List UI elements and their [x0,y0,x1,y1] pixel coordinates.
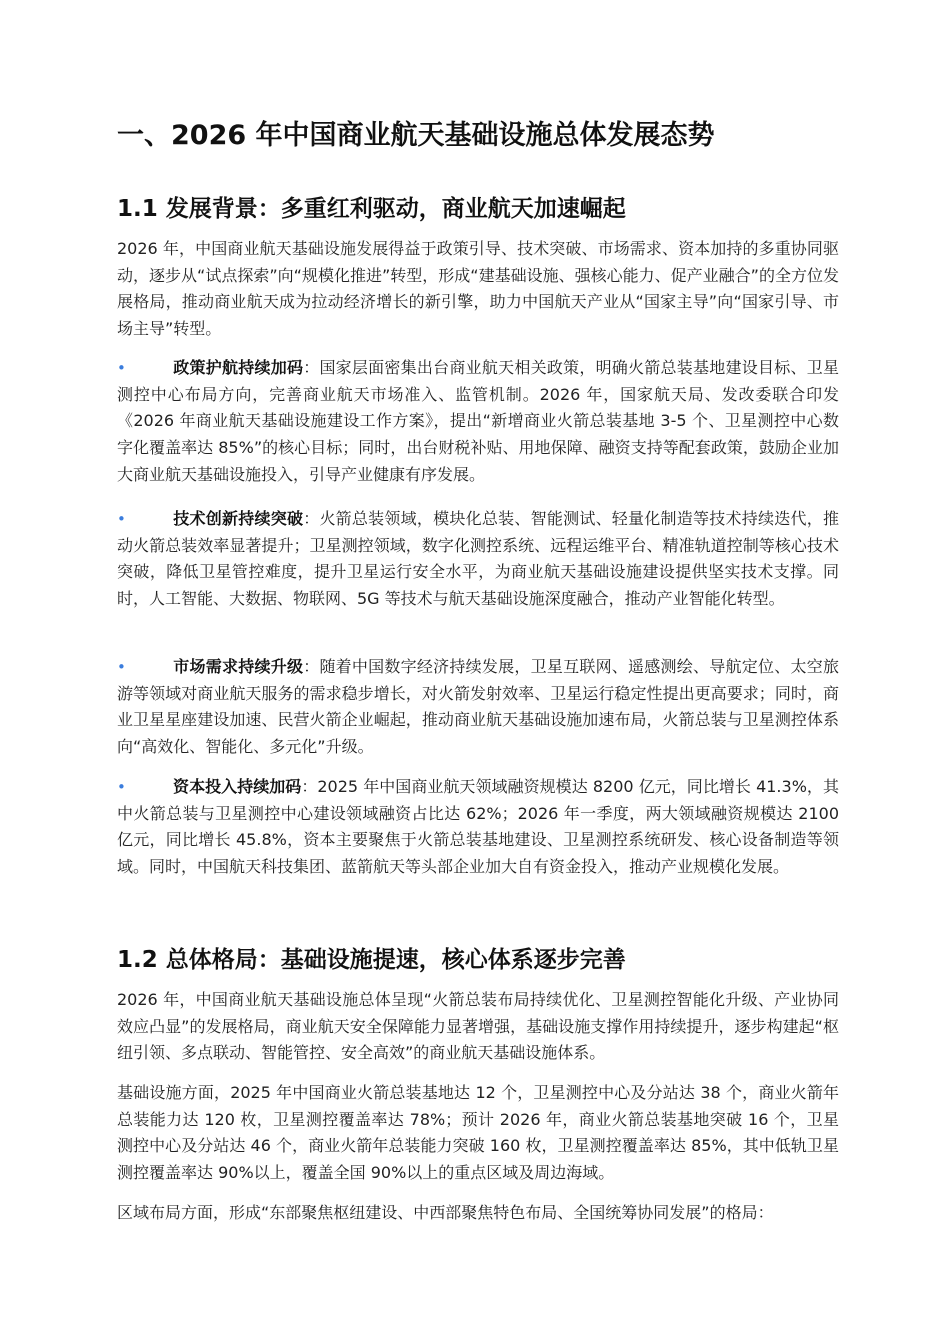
bullet-item-capital [117,774,839,881]
bullet-dot-icon: • [117,778,126,796]
section-1-1-intro-paragraph: 2026 年，中国商业航天基础设施发展得益于政策引导、技术突破、市场需求、资本加持的多重协同驱动，逐步从“试点探索”向“规模化推进”转型，形成“建基础设施、强核心能力、促产业融合”的全方位发展格局，推动商业航天成为拉动经济增长的新引擎，助力中国航天产业从“国家主导”向“国家引导、市场主导”转型。 [117,239,839,339]
page-title: 一、2026 年中国商业航天基础设施总体发展态势 [117,120,715,151]
bullet-heading: 政策护航持续加码 [173,358,304,377]
bullet-dot-icon: • [117,510,126,528]
bullet-body: 火箭总装领域，模块化总装、智能测试、轻量化制造等技术持续迭代，推动火箭总装效率显著提升；卫星测控领域，数字化测控系统、远程运维平台、精准轨道控制等核心技术突破，降低卫星管控难度，提升卫星运行安全水平，为商业航天基础设施建设提供坚实技术支撑。同时，人工智能、大数据、物联网、5G 等技术与航天基础设施深度融合，推动产业智能化转型。 [117,509,839,609]
bullet-item-policy [117,355,839,489]
section-1-2-paragraph-overview: 2026 年，中国商业航天基础设施总体呈现“火箭总装布局持续优化、卫星测控智能化升级、产业协同效应凸显”的发展格局，商业航天安全保障能力显著增强，基础设施支撑作用持续提升，逐步构建起“枢纽引领、多点联动、智能管控、安全高效”的商业航天基础设施体系。 [117,990,839,1063]
section-1-2-paragraph-infrastructure: 基础设施方面，2025 年中国商业火箭总装基地达 12 个，卫星测控中心及分站达 38 个，商业火箭年总装能力达 120 枚，卫星测控覆盖率达 78%；预计 2026 年，商业火箭总装基地突破 16 个，卫星测控中心及分站达 46 个，商业火箭年总装能力突破 160 枚，卫星测控覆盖率达 85%，其中低轨卫星测控覆盖率达 90%以上，覆盖全国 90%以上的重点区域及周边海域。 [117,1083,839,1183]
bullet-separator: ： [303,657,320,676]
bullet-item-technology [117,506,839,613]
bullet-heading: 市场需求持续升级 [173,657,304,676]
bullet-item-market [117,654,839,761]
bullet-separator: ： [303,358,320,377]
bullet-dot-icon: • [117,658,126,676]
bullet-separator: ： [301,777,318,796]
bullet-heading: 资本投入持续加码 [173,777,302,796]
bullet-dot-icon: • [117,359,126,377]
bullet-body: 2025 年中国商业航天领域融资规模达 8200 亿元，同比增长 41.3%，其中火箭总装与卫星测控中心建设领域融资占比达 62%；2026 年一季度，两大领域融资规模达 2100 亿元，同比增长 45.8%，资本主要聚焦于火箭总装基地建设、卫星测控系统研发、核心设备制造等领域。同时，中国航天科技集团、蓝箭航天等头部企业加大自有资金投入，推动产业规模化发展。 [117,777,839,877]
bullet-body: 随着中国数字经济持续发展，卫星互联网、遥感测绘、导航定位、太空旅游等领域对商业航天服务的需求稳步增长，对火箭发射效率、卫星运行稳定性提出更高要求；同时，商业卫星星座建设加速、民营火箭企业崛起，推动商业航天基础设施加速布局，火箭总装与卫星测控体系向“高效化、智能化、多元化”升级。 [117,657,839,757]
bullet-body: 国家层面密集出台商业航天相关政策，明确火箭总装基地建设目标、卫星测控中心布局方向，完善商业航天市场准入、监管机制。2026 年，国家航天局、发改委联合印发《2026 年商业航天基础设施建设工作方案》，提出“新增商业火箭总装基地 3-5 个、卫星测控中心数字化覆盖率达 85%”的核心目标；同时，出台财税补贴、用地保障、融资支持等配套政策，鼓励企业加大商业航天基础设施投入，引导产业健康有序发展。 [117,358,839,484]
bullet-separator: ： [303,509,320,528]
section-1-2-paragraph-regional: 区域布局方面，形成“东部聚焦枢纽建设、中西部聚焦特色布局、全国统筹协同发展”的格局： [117,1203,774,1222]
bullet-heading: 技术创新持续突破 [173,509,304,528]
section-heading-1-2: 1.2 总体格局：基础设施提速，核心体系逐步完善 [117,947,626,973]
section-heading-1-1: 1.1 发展背景：多重红利驱动，商业航天加速崛起 [117,196,626,222]
